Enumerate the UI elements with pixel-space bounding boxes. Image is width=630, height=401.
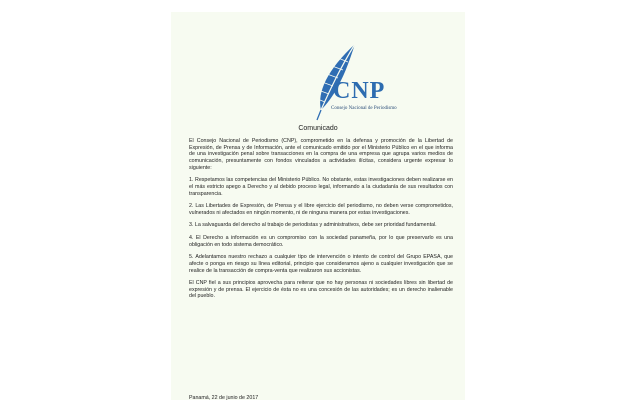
- date-signoff: Panamá, 22 de junio de 2017: [189, 395, 259, 401]
- point-4: 4. El Derecho a información es un compromiso con la sociedad panameña, por lo que preservarlo es una obligación en todo sistema democrático.: [189, 234, 453, 248]
- document-heading: Comunicado: [298, 125, 338, 132]
- intro-paragraph: El Consejo Nacional de Periodismo (CNP), comprometido en la defensa y promoción de la Libertad de Expresión, de Prensa y de Información, ante el comunicado emitido por el Ministerio Público en el que informa de una investigación penal sobre transacciones en la compra de una empresa que agrupa varios medios de comunicación, presuntamente con fondos vinculados a actividades ilícitas, considera urgente expresar lo siguiente:: [189, 138, 453, 171]
- cnp-logo: [293, 40, 397, 124]
- closing-paragraph: El CNP fiel a sus principios aprovecha para reiterar que no hay personas ni sociedades libres sin libertad de expresión y de prensa. El ejercicio de ésta no es una concesión de las autoridades; es un derecho inalienable del pueblo.: [189, 280, 453, 300]
- logo-subtitle: Consejo Nacional de Periodismo: [331, 106, 397, 111]
- logo-acronym: CNP: [333, 78, 386, 104]
- document-body: [189, 138, 453, 306]
- point-1: 1. Respetamos las competencias del Ministerio Público. No obstante, estas investigaciones deben realizarse en el más estricto apego a Derecho y al debido proceso legal, informando a la ciudadanía de sus resultados con transparencia.: [189, 177, 453, 197]
- point-2: 2. Las Libertades de Expresión, de Prensa y el libre ejercicio del periodismo, no deben verse comprometidos, vulnerados ni afectados en ningún momento, ni de ninguna manera por estas investigaciones.: [189, 203, 453, 216]
- point-5: 5. Adelantamos nuestro rechazo a cualquier tipo de intervención o intento de control del Grupo EPASA, que afecte o ponga en riesgo su línea editorial, principio que consideramos ajeno a cualquier investigación que se realice de la transacción de compra-venta que realizaron sus accionistas.: [189, 254, 453, 274]
- document-page: [171, 12, 465, 400]
- point-3: 3. La salvaguarda del derecho al trabajo de periodistas y administrativos, debe ser prioridad fundamental.: [189, 222, 437, 229]
